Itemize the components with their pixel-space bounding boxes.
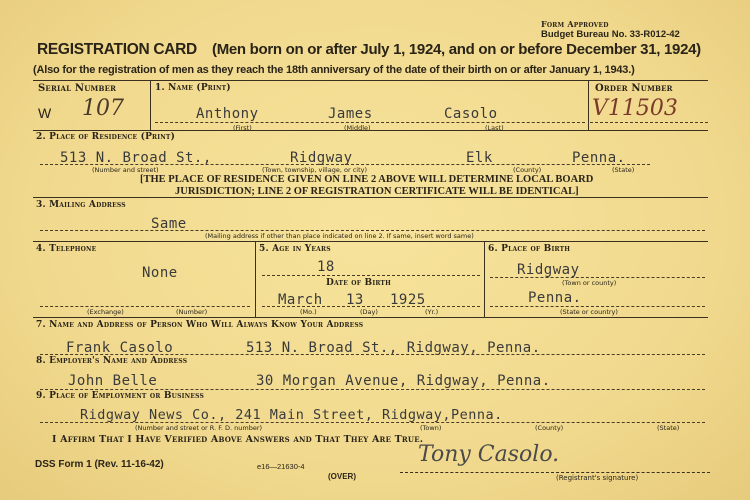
order-number-label: Order Number	[595, 83, 673, 94]
signature-caption: (Registrant's signature)	[556, 474, 639, 482]
birth-town: Ridgway	[517, 262, 580, 278]
jurisdiction-note-line1: [THE PLACE OF RESIDENCE GIVEN ON LINE 2 ABOVE WILL DETERMINE LOCAL BOARD	[140, 174, 594, 185]
registrant-signature: Tony Casolo.	[418, 442, 560, 467]
birth-year: 1925	[390, 292, 426, 308]
mailing-address-caption: (Mailing address if other than place indicated on line 2. If same, insert word same)	[205, 232, 474, 240]
card-title: REGISTRATION CARD	[37, 41, 197, 58]
mailing-address-label: 3. Mailing Address	[36, 200, 126, 210]
employment-state-caption: (State)	[657, 424, 680, 432]
residence-label: 2. Place of Residence (Print)	[36, 132, 176, 142]
residence-county: Elk	[466, 150, 493, 166]
residence-town: Ridgway	[290, 150, 353, 166]
contact-label: 7. Name and Address of Person Who Will Always Know Your Address	[36, 320, 364, 330]
birth-day: 13	[346, 292, 364, 308]
contact-address: 513 N. Broad St., Ridgway, Penna.	[246, 340, 541, 356]
telephone-label: 4. Telephone	[36, 244, 97, 254]
middle-name: James	[328, 106, 373, 122]
telephone-value: None	[142, 265, 178, 281]
contact-name: Frank Casolo	[66, 340, 174, 356]
title-note: (Men born on or after July 1, 1924, and on or before December 31, 1924)	[212, 41, 701, 58]
employment-value: Ridgway News Co., 241 Main Street, Ridgway,Penna.	[80, 407, 503, 423]
last-caption: (Last)	[485, 124, 504, 132]
over-note: (OVER)	[328, 472, 356, 481]
employment-county-caption: (County)	[535, 424, 564, 432]
name-label: 1. Name (Print)	[155, 83, 231, 93]
exchange-caption: (Exchange)	[87, 308, 124, 316]
affirmation: I Affirm That I Have Verified Above Answers and That They Are True.	[52, 434, 424, 445]
first-caption: (First)	[233, 124, 252, 132]
residence-town-caption: (Town, township, village, or city)	[262, 166, 368, 174]
age-value: 18	[317, 259, 335, 275]
employer-name: John Belle	[68, 373, 158, 389]
form-approved: Form Approved	[541, 19, 609, 29]
day-caption: (Day)	[360, 308, 378, 316]
birth-state: Penna.	[528, 290, 582, 306]
print-code: e16—21630-4	[257, 462, 305, 471]
order-number-value: V11503	[592, 96, 678, 121]
jurisdiction-note-line2: JURISDICTION; LINE 2 OF REGISTRATION CERTIFICATE WILL BE IDENTICAL]	[175, 186, 579, 197]
residence-street-caption: (Number and street)	[92, 166, 159, 174]
residence-street: 513 N. Broad St.,	[60, 150, 212, 166]
budget-bureau-number: Budget Bureau No. 33-R012-42	[541, 29, 680, 40]
employment-label: 9. Place of Employment or Business	[36, 391, 205, 401]
residence-state: Penna.	[572, 150, 626, 166]
card-subtitle: (Also for the registration of men as they reach the 18th anniversary of the date of their birth on or after January 1, 1943.)	[33, 64, 635, 76]
place-of-birth-label: 6. Place of Birth	[488, 244, 571, 254]
birth-month: March	[278, 292, 323, 308]
employer-address: 30 Morgan Avenue, Ridgway, Penna.	[256, 373, 551, 389]
serial-prefix: W	[38, 105, 52, 121]
residence-county-caption: (County)	[513, 166, 542, 174]
birth-state-caption: (State or country)	[560, 308, 618, 316]
month-caption: (Mo.)	[300, 308, 317, 316]
first-name: Anthony	[196, 106, 259, 122]
age-label: 5. Age in Years	[259, 244, 331, 254]
birth-town-caption: (Town or county)	[562, 279, 617, 287]
serial-number-value: 107	[82, 96, 124, 121]
middle-caption: (Middle)	[344, 124, 371, 132]
last-name: Casolo	[444, 106, 498, 122]
employer-label: 8. Employer's Name and Address	[36, 356, 188, 366]
phone-number-caption: (Number)	[176, 308, 208, 316]
date-of-birth-label: Date of Birth	[326, 278, 391, 288]
form-number: DSS Form 1 (Rev. 11-16-42)	[35, 459, 164, 470]
serial-number-label: Serial Number	[38, 83, 117, 94]
residence-state-caption: (State)	[612, 166, 635, 174]
employment-town-caption: (Town)	[420, 424, 442, 432]
employment-street-caption: (Number and street or R. F. D. number)	[135, 424, 263, 432]
mailing-address-value: Same	[151, 216, 187, 232]
year-caption: (Yr.)	[425, 308, 439, 316]
